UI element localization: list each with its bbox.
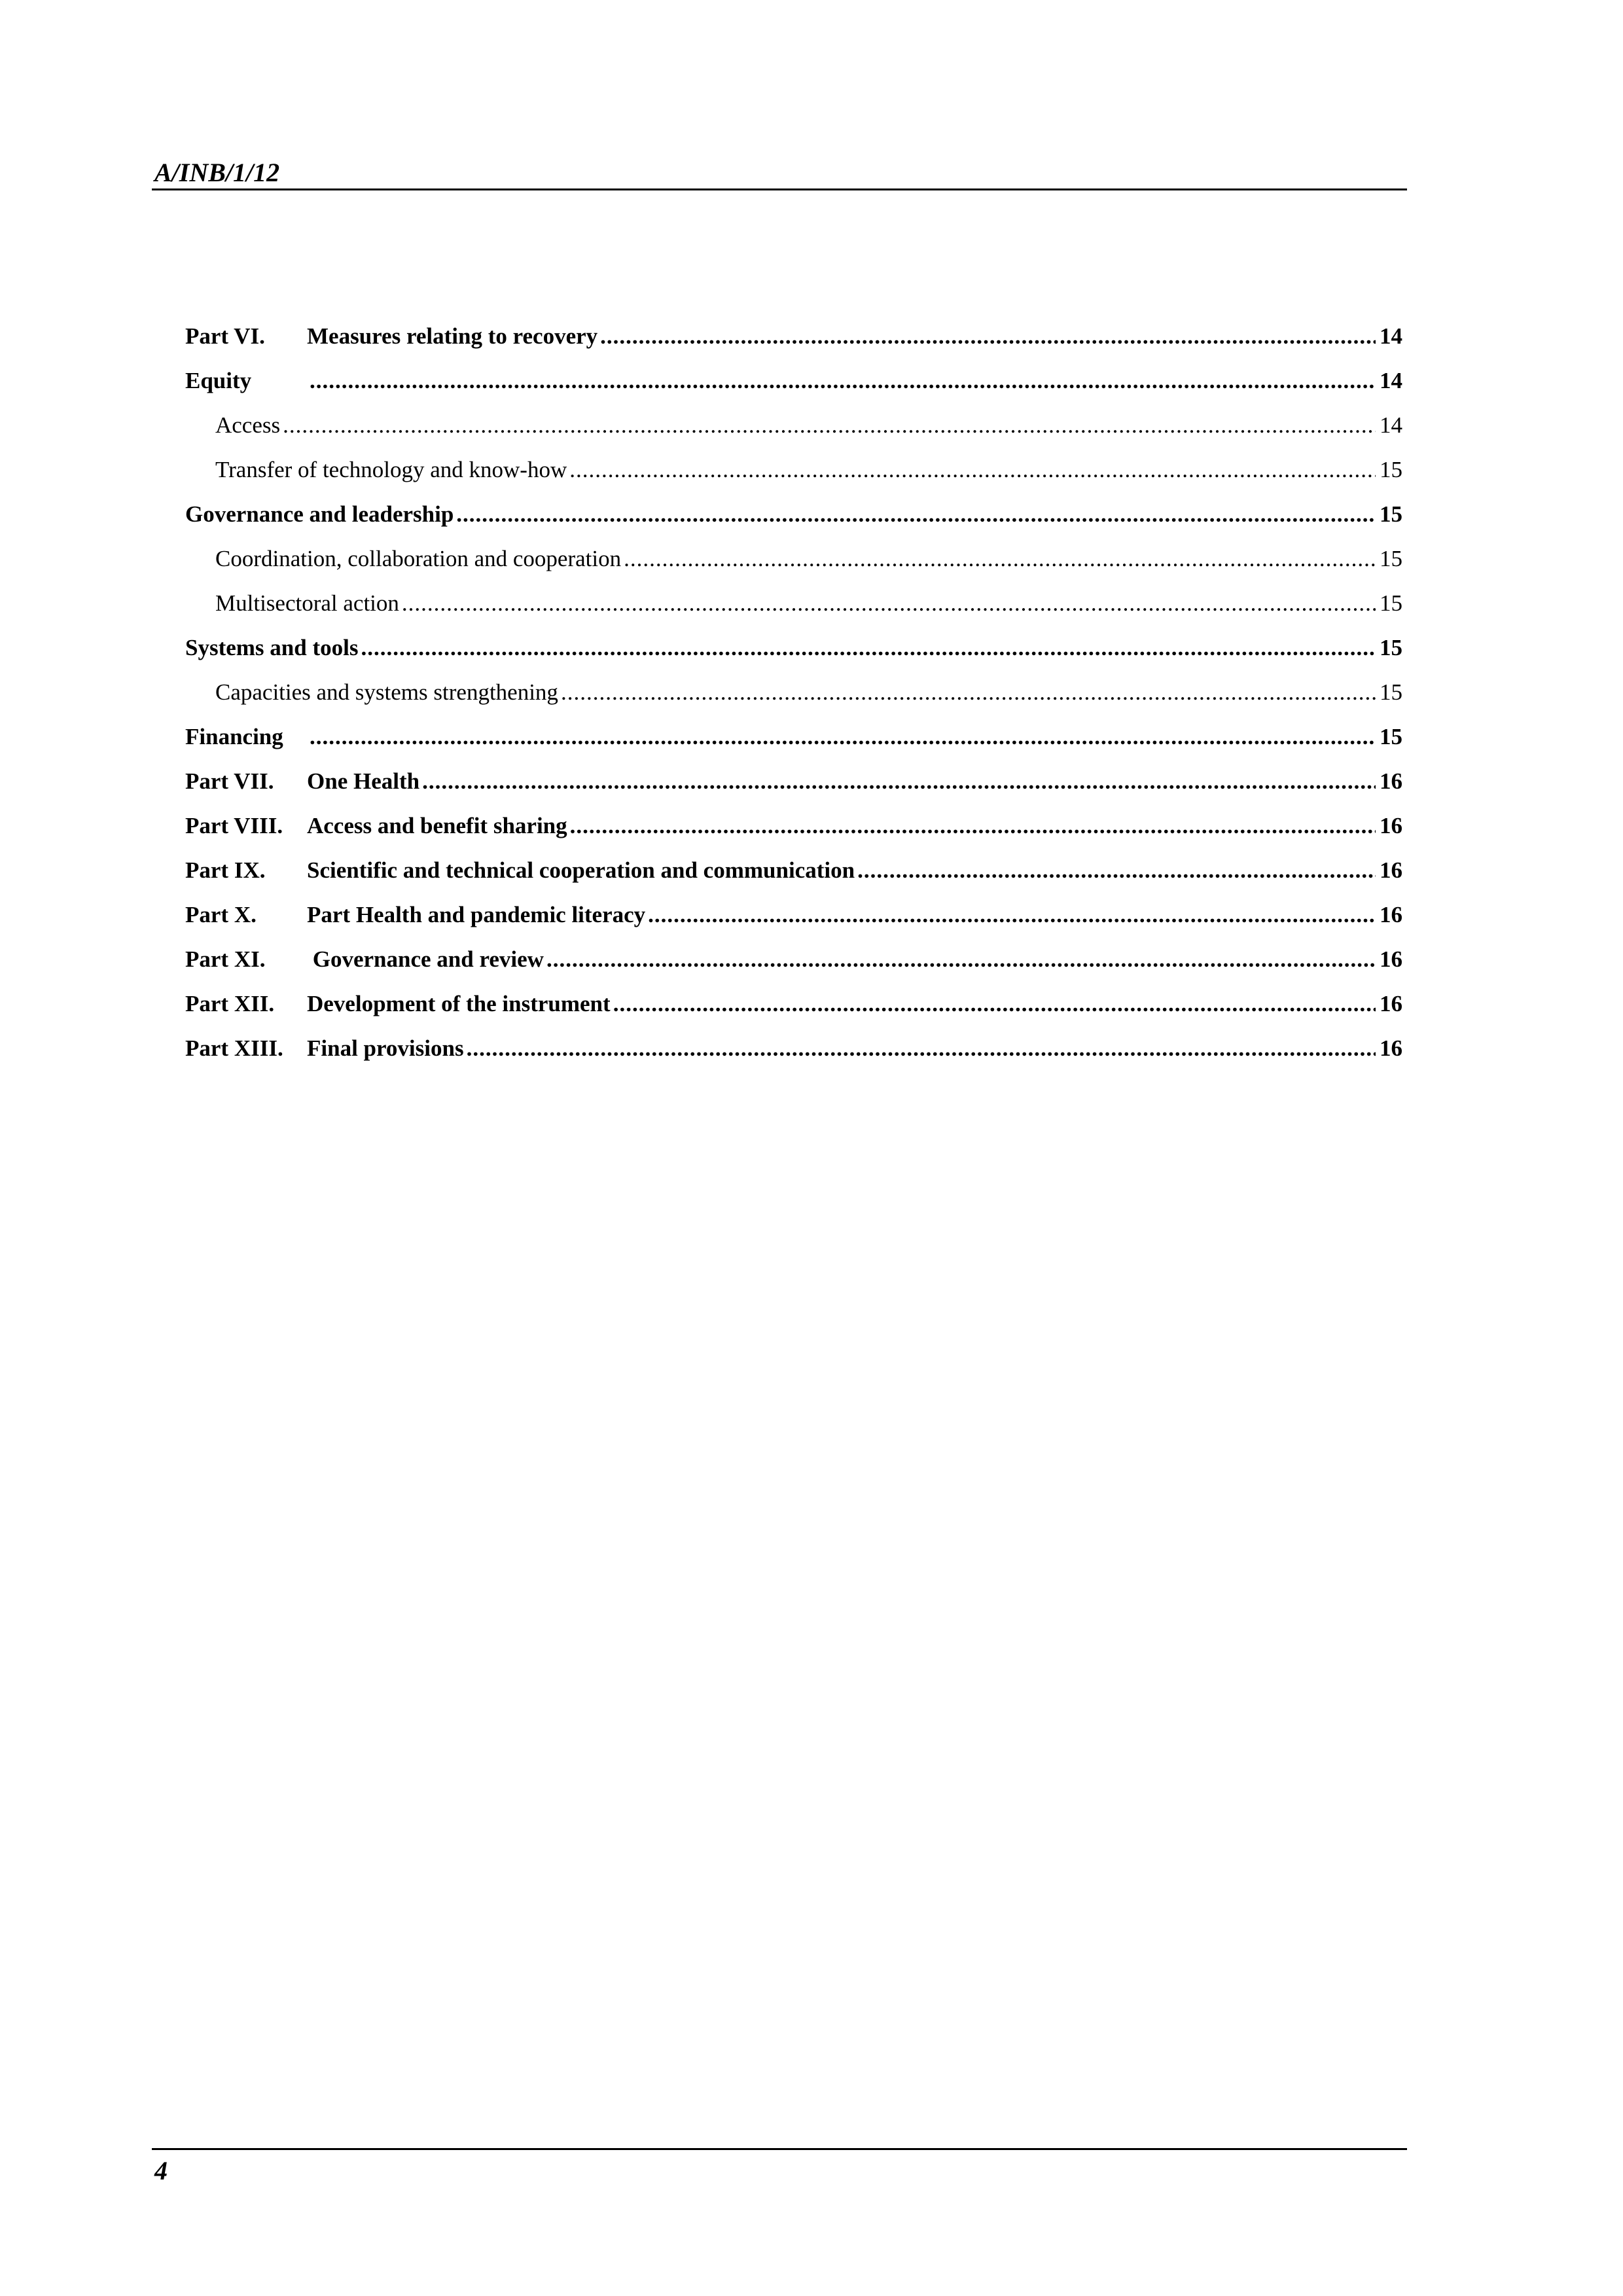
- toc-part-label: Part XIII.: [185, 1035, 283, 1061]
- toc-title: Governance and leadership: [185, 501, 454, 527]
- page-header: [152, 152, 1407, 190]
- toc-leader-dots: [361, 635, 1376, 661]
- toc-entry-governance-and-leadership[interactable]: [185, 492, 1402, 537]
- toc-page-number: 15: [1380, 590, 1402, 616]
- toc-leader-dots: [283, 412, 1376, 439]
- toc-title: Scientific and technical cooperation and communication: [307, 857, 855, 883]
- toc-title: Coordination, collaboration and cooperation: [215, 546, 622, 571]
- toc-entry-equity[interactable]: [185, 359, 1402, 403]
- toc-page-number: 16: [1380, 1035, 1402, 1061]
- toc-page-number: 16: [1380, 946, 1402, 972]
- toc-entry-part-ix[interactable]: [185, 848, 1402, 893]
- toc-part-label: Part VII.: [185, 768, 274, 794]
- toc-title: Transfer of technology and know-how: [215, 457, 567, 482]
- toc-page-number: 15: [1380, 679, 1402, 705]
- toc-page-number: 15: [1380, 635, 1402, 660]
- toc-leader-dots: [546, 946, 1376, 973]
- toc-entry-part-vii[interactable]: [185, 759, 1402, 804]
- toc-leader-dots: [467, 1035, 1376, 1062]
- toc-title: Part Health and pandemic literacy: [307, 902, 646, 927]
- toc-title: Development of the instrument: [307, 991, 611, 1016]
- toc-entry-systems-and-tools[interactable]: [185, 626, 1402, 670]
- toc-title: Systems and tools: [185, 635, 359, 660]
- toc-page-number: 15: [1380, 457, 1402, 482]
- table-of-contents: [185, 314, 1402, 1071]
- document-code: A/INB/1/12: [154, 158, 280, 187]
- toc-page-number: 14: [1380, 368, 1402, 393]
- toc-page-number: 14: [1380, 323, 1402, 349]
- toc-page-number: 16: [1380, 857, 1402, 883]
- toc-page-number: 16: [1380, 768, 1402, 794]
- toc-leader-dots: [310, 724, 1376, 750]
- toc-page-number: 15: [1380, 501, 1402, 527]
- toc-page-number: 15: [1380, 546, 1402, 571]
- toc-title: Access and benefit sharing: [307, 813, 567, 838]
- toc-leader-dots: [402, 590, 1376, 617]
- toc-leader-dots: [857, 857, 1376, 884]
- toc-entry-capacities[interactable]: [185, 670, 1402, 715]
- toc-part-label: Part XI.: [185, 946, 266, 972]
- toc-entry-part-vi[interactable]: [185, 314, 1402, 359]
- toc-title: Capacities and systems strengthening: [215, 679, 558, 705]
- toc-leader-dots: [613, 991, 1376, 1017]
- toc-part-label: Financing: [185, 724, 283, 749]
- toc-title: Measures relating to recovery: [307, 323, 598, 349]
- toc-title: Final provisions: [307, 1035, 464, 1061]
- toc-entry-financing[interactable]: [185, 715, 1402, 759]
- toc-part-label: Part XII.: [185, 991, 275, 1016]
- toc-title: One Health: [307, 768, 420, 794]
- toc-title: Multisectoral action: [215, 590, 399, 616]
- toc-leader-dots: [600, 323, 1376, 350]
- toc-page-number: 15: [1380, 724, 1402, 749]
- toc-title: Access: [215, 412, 281, 438]
- toc-entry-coordination[interactable]: [185, 537, 1402, 581]
- toc-page-number: 16: [1380, 991, 1402, 1016]
- toc-entry-part-xi[interactable]: [185, 937, 1402, 982]
- toc-entry-access[interactable]: [185, 403, 1402, 448]
- toc-page-number: 14: [1380, 412, 1402, 438]
- toc-page-number: 16: [1380, 813, 1402, 838]
- toc-part-label: Part X.: [185, 902, 257, 927]
- toc-entry-part-xii[interactable]: [185, 982, 1402, 1026]
- toc-part-label: Part VIII.: [185, 813, 283, 838]
- toc-leader-dots: [456, 501, 1376, 528]
- toc-part-label: Part IX.: [185, 857, 266, 883]
- toc-title: Governance and review: [307, 946, 544, 972]
- toc-leader-dots: [310, 368, 1376, 394]
- toc-leader-dots: [624, 546, 1376, 572]
- toc-entry-multisectoral-action[interactable]: [185, 581, 1402, 626]
- toc-leader-dots: [570, 813, 1376, 839]
- toc-leader-dots: [561, 679, 1376, 706]
- toc-page-number: 16: [1380, 902, 1402, 927]
- footer-page-number: 4: [154, 2156, 168, 2185]
- toc-part-label: Part VI.: [185, 323, 265, 349]
- toc-entry-part-xiii[interactable]: [185, 1026, 1402, 1071]
- toc-leader-dots: [422, 768, 1376, 795]
- toc-entry-transfer-of-technology[interactable]: [185, 448, 1402, 492]
- toc-entry-part-x[interactable]: [185, 893, 1402, 937]
- page-footer: [152, 2148, 1407, 2185]
- toc-entry-part-viii[interactable]: [185, 804, 1402, 848]
- toc-leader-dots: [569, 457, 1376, 483]
- toc-leader-dots: [648, 902, 1376, 928]
- toc-part-label: Equity: [185, 368, 252, 393]
